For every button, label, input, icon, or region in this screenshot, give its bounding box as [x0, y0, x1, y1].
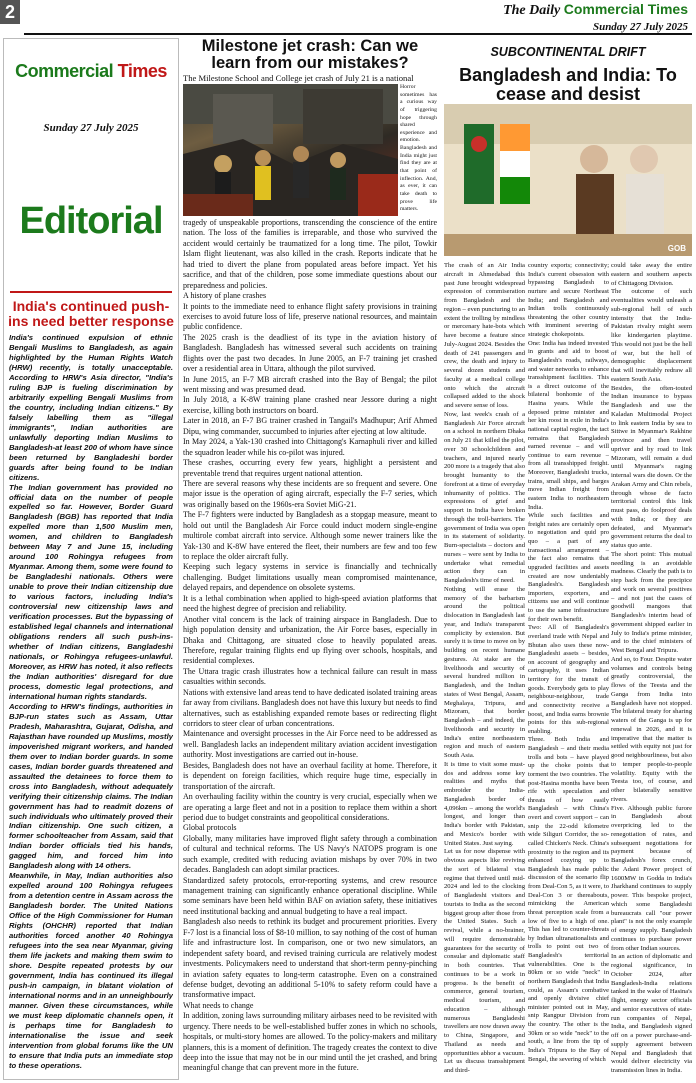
article-paragraph: In June 2015, an F-7 MB aircraft crashed into the Bay of Bengal; the pilot went missing and was presumed dead. [183, 374, 437, 394]
article-paragraph: tragedy of unspeakable proportions, transcending the conscience of the entire nation. The loss of the families is irreparable, and those who survived the accident would certainly be traumatized for a long time. The pilot, Towkir Islam flight lieutenant, was also killed in the crash. Reports indicate that he had tried to divert the plane from populated areas before impact. Yet his sacrifice, and that of the children, pose some immediate questions about our preparedness and policies. [183, 218, 437, 290]
editorial-sidebar [3, 38, 179, 1080]
right-article-column-1 [444, 262, 525, 1076]
article-paragraph: In an action of diplomatic and regional significance, in October 2024, after Bangladesh-India relations tanked in the wake of Hasina's flight, energy sector officials and senior executives of state-run companies of Nepal, India, and Bangladesh signed off on a power purchase-and-supply agreement between Nepal and Bangladesh that would deliver electricity via transmission lines in India. [611, 953, 692, 1074]
article-paragraph: Now, last week's crash of a Bangladesh Air Force aircraft on a school in northern Dhaka on July 21 that killed the pilot, over 30 schoolchildren and teachers, and injured nearly 200 more is a tragedy that also brought humanity to the forefront at a time of everyday inhumanity of politics. The expressions of grief and support in India have broken through the troll-barriers. The government of India was open in its statement of solidarity. Burn-specialists – doctors and nurses – were sent by India to undertake what remedial action they can in Bangladesh's time of need. [444, 410, 525, 584]
article-paragraph: The short point: This mutual needling is an avoidable madness. Clearly the path is to step back from the precipice and work on several positives – and not just the cases of goodwill mangoes that Bangladesh's interim head of government shipped earlier in July to India's prime minister, and to the chief ministers of West Bengal and Tripura. [611, 550, 692, 654]
article-paragraph: While such facilities and freight rates are certainly open to negotiation and quid pro quo – a part of any transactional arrangement – the fact also remains that upgraded facilities and assets created are now undeniably Bangladesh's. Bangladesh importers, exporters, and citizens use and will continue to use the same infrastructure for their own benefit. [528, 512, 609, 623]
article-paragraph: Three. Both India and Bangladesh – and their media trolls and bots – have played up the choke points that torment the two countries. The post-Hasina months have been rife with speculation and threats of how easily Bangladesh – with China's overt and covert support – can snip the 22-odd kilometre wide Siliguri Corridor, the so-called Chicken's Neck. China's proximity to the region and its enhanced cozying up to Bangladesh has made public discussion of the scenario flip from Deal-Con 5, as it were, to Deal-Con 3 or thereabouts, mimicking the American threat perception scale from a low of five to a high of one. This has led to counter-threats by Indian ultranationalists and trolls to point out two of Bangladesh's territorial vulnerabilities. One is the 80km or so wide "neck" in northern Bangladesh that India could, as Assam's combative and openly divisive chief minister pointed out in May, snip Rangpur Division from the country. The other is the 30km or so wide "neck" to the south, a line from the tip of India's Tripura to the Bay of Bengal, the severing of which [528, 736, 609, 1063]
article-paragraph: It points to the immediate need to enhance flight safety provisions in training exercises to avoid future loss of life, preserve national resources, and maintain public confidence. [183, 301, 437, 332]
right-article-column-3 [611, 262, 692, 1076]
article-paragraph: Later in 2018, an F-7 BG trainer crashed in Tangail's Madhupur; Arif Ahmed Dipu, wing commander, succumbed to injuries after ejecting at low altitude. [183, 416, 437, 436]
editorial-paragraph: Meanwhile, in May, Indian authorities also expelled around 100 Rohingya refugees from a detention centre in Assam across the Bangladesh border. The United Nations Office of the High Commissioner for Human Rights (OHCHR) reported that Indian authorities forced another 40 Rohingya refugees into the sea near Myanmar, giving them life jackets and making them swim to shore. Despite repeated protests by our government, India has continued its illegal push-in campaign, in blatant violation of international norms and in an unneighbourly manner. Given these circumstances, while we must keep diplomatic channels open, it is perhaps time for Bangladesh to internationalise the issue and seek intervention from global forums like the UN to ensure that India puts an immediate stop to these operations. [9, 871, 173, 1070]
crash-site-image [183, 84, 398, 216]
article-paragraph: The outcome of such eventualities would unleash a sub-regional hell of such intensity that the India-Pakistan rivalry might seem like kindergarten playtime. This would not just be the hell of war, but the hell of demographic displacement that will inevitably redraw all eastern South Asia. [611, 288, 692, 383]
article-paragraph: could take away the entire eastern and southern aspects of Chittagong Division. [611, 262, 692, 287]
article-paragraph: Five. Although public furore in Bangladesh about overpricing led to the renegotiation of rates, and subsequent negotiations for payment because of Bangladesh's forex crunch, the Adani Power project of 1600MW in Godda in India's Jharkhand continues to supply power. This bespoke project, which some Bangladeshi bureaucrats call "our power plant" is not the only example of energy supply. Bangladesh continues to purchase power from other Indian sources. [611, 804, 692, 952]
article-paragraph: Maintenance and oversight processes in the Air Force need to be addressed as well. Bangladesh lacks an independent military aviation accident investigation authority. Most investigations are carried out in-house. [183, 729, 437, 760]
article-paragraph: In May 2024, a Yak-130 crashed into Chittagong's Karnaphuli river and killed the squadron leader while his co-pilot was injured. [183, 437, 437, 457]
masthead-date: Sunday 27 July 2025 [592, 21, 688, 33]
masthead-brand [503, 1, 688, 19]
article-paragraph: An overhauling facility within the country is very crucial, especially when we are operating a large fleet and not in a position to replace them within a short period due to budget constraints and geopolitical considerations. [183, 792, 437, 822]
article-paragraph: In July 2018, a K-8W training plane crashed near Jessore during a night exercise, killing both instructors on board. [183, 395, 437, 415]
article-paragraph: These crashes, occurring every few years, highlight a persistent and preventable trend that requires urgent national attention. [183, 458, 437, 478]
photo-caption: The Milestone School and College jet crash of July 21 is a national [183, 73, 414, 83]
crash-site-photo [183, 84, 398, 216]
section-title: Editorial [19, 200, 163, 242]
article-paragraph: Let us for now dispense with obvious aspects like reviving the sort of bilateral visa regime that thrived until mid-2024 and led to the clocking of Bangladeshi visitors and tourists to India as the second biggest group after those from the United States. Such a revival, while a no-brainer, will require demonstrable guarantees for the security of consular and diplomatic staff in both countries. That continues to be a work in progress. Is the benefit of commerce, general tourism, medical tourism, and education – although numerous Bangladeshi travellers are now drawn away to China, Singapore, and Thailand as needs and opportunities abhor a vacuum. Let us discuss transshipment and third- [444, 848, 525, 1074]
column-kicker: SUBCONTINENTAL DRIFT [490, 45, 646, 59]
right-article-column-2 [528, 262, 609, 1064]
article-paragraph: There are several reasons why these incidents are so frequent and severe. One major issue is the operation of aging aircraft, especially the F-7 series, which was originally based on the 1960s-era Soviet MiG-21. [183, 478, 437, 509]
sidebar-divider [10, 291, 172, 293]
masthead [503, 1, 688, 33]
article-paragraph: It is time to visit some must-dos and address some key realities and myths that embroider the India-Bangladesh border of 4,096km – among the world's longest, and longer than India's border with Pakistan, and Mexico's border with United States. Just saying. [444, 760, 525, 847]
article-headline: Milestone jet crash: Can we learn from our mistakes? [201, 37, 419, 72]
brand-name: Commercial Times [563, 1, 688, 17]
jet-crash-article-header [183, 38, 437, 83]
leaders-image [444, 104, 692, 256]
editorial-body [9, 333, 173, 1071]
article-paragraph: The F-7 fighters were inducted by Bangladesh as a stopgap measure, meant to hold out until the Bangladesh Air Force could induct modern single-engine multirole combat aircraft into service. Although some newer trainers like the Yak-130 and K-8W have entered the fleet, their numbers are few and too few to replace the older aircraft fully. [183, 510, 437, 561]
leaders-photo [444, 104, 692, 256]
article-subhead: Global protocols [183, 823, 237, 833]
sidebar-brand-main: Commercial [15, 61, 114, 81]
article-paragraph: The crash of an Air India aircraft in Ahmedabad this past June brought widespread expression of commiseration from Bangladesh and the region – even puncturing to an extent the trolling by mindless or mercenary hate-bots which have become a feature since July-August 2024. Besides the death of 241 passengers and crew, the death and injury to several dozen students and faculty at a medical college onto which the aircraft collapsed added to the shock and severe sense of loss. [444, 262, 525, 409]
article-paragraph: Bangladesh also needs to rethink its budget and procurement priorities. Every F-7 lost is a financial loss of $8-10 million, to say nothing of the cost of human life and infrastructure lost. In comparison, one or two new simulators, an independent safety board, and revised training curricula are relatively modest investments. Policymakers need to understand that short-term penny-pinching in aviation safety equates to long-term catastrophe. Even on a constrained defense budget, devoting an additional 5-10% to safety reform could have a transformative impact. [183, 917, 437, 1000]
article-paragraph: country exports; connectivity; India's current obsession with bypassing Bangladesh to nurture and secure Northeast India; and Bangladesh and Indian trolls continuously threatening the other country with imminent severing of strategic chokepoints. [528, 262, 609, 338]
article-paragraph: Globally, many militaries have improved flight safety through a combination of cultural and technical reforms. The US Navy's NATOPS program is one such example, credited with reducing aviation mishaps by over 70% in two decades. Bangladesh can adopt similar practices. [183, 833, 437, 875]
sidebar-date: Sunday 27 July 2025 [43, 122, 139, 134]
article-paragraph: Besides, the often-touted Indian insurance to bypass Bangladesh and use the Kaladan Multimodal Project to link eastern India by sea to Sittwe in Myanmar's Rakhine province and then travel upriver and by road to link Mizoram, will remain a dud until Myanmar's raging internal wars die down. Or the Arakan Army and Chin rebels, through whose de facto territorial control this link must pass, do foolproof deals with India; or they are defeated, and Myanmar's government returns the deal to status quo ante. [611, 384, 692, 549]
right-intro-overflow: Horror sometimes has a curious way of triggering hope through shared experience and emotion. Bangladesh and India might just find they are at that point of inflection. And, as ever, it can take death to prove life matters. [400, 84, 437, 213]
sidebar-brand-tail: Times [117, 61, 167, 81]
article-paragraph: Standardized safety protocols, error-reporting systems, and crew resource management training can significantly enhance operational discipline. While some seminars have been held within BAF on aviation safety, these initiatives need institutional backing and annual budgeting to have a real impact. [183, 875, 437, 916]
article-paragraph: In addition, zoning laws surrounding military airbases need to be revisited with urgency. There needs to be well-established buffer zones in which no schools, hospitals, or multi-story homes are allowed. To the policy-makers and military planners, this is a moment of definition. The tragedy creates the context to dive deep into the issue that may not be in our mind until the jet crashed, and bring meaningful change that can prevent more in the future. [183, 1011, 437, 1073]
right-article-title: Bangladesh and India: To cease and desist [459, 65, 677, 104]
article-paragraph: The 2025 crash is the deadliest of its type in the aviation history of Bangladesh. Bangladesh has witnessed several such accidents on training flights over the past two decades. In June 2005, an F-7 training jet crashed over a residential area in Uttara, although the pilot survived. [183, 332, 437, 374]
article-paragraph: Another vital concern is the lack of training airspace in Bangladesh. Due to high population density and urbanization, the Air Force bases, especially in Dhaka and Chittagong, are situated close to heavily populated areas. Therefore, regular training flights end up flying over schools, hospitals, and residential complexes. [183, 614, 437, 666]
article-paragraph: It is a lethal combination when applied to high-speed aviation platforms that need the highest degree of precision and reliability. [183, 593, 437, 614]
editorial-paragraph: According to HRW's findings, authorities in BJP-run states such as Assam, Uttar Pradesh, Maharashtra, Gujarat, Odisha, and Rajasthan have rounded up Muslims, mostly impoverished migrant workers, and handed them over to Indian border guards. In some cases, Indian border guards threatened and assaulted the detainees to force them to cross into Bangladesh, without adequately verifying their citizenship claims. The Indian government has had to readmit dozens of such individuals who ultimately proved their Indian citizenship. One such citizen, a former schoolteacher from Assam, said that Indian border officials tied his hands, gagged him, and forced him into Bangladesh along with 14 others. [9, 701, 173, 871]
sidebar-brand [4, 61, 178, 82]
page-number: 2 [0, 0, 20, 24]
article-paragraph: The Uttara tragic crash illustrates how a technical failure can result in mass casualties within seconds. [183, 666, 437, 687]
editorial-paragraph: The Indian government has provided no official data on the number of people expelled so far. However, Border Guard Bangladesh (BGB) has reported that India expelled more than 1,500 Muslim men, women, and children to Bangladesh between May 7 and June 15, including around 100 Rohingya refugees from Myanmar. Among them, some were found to be Bangladeshi nationals. Others were unable to prove their Indian citizenship due to various factors, including India's controversial new citizenship laws and verification processes. But the bypassing of established legal channels and international obligations renders all such push-ins-whether of Indian citizens, Bangladeshi nationals, or Rohingya refugees-unlawful. Moreover, as HRW has noted, it also reflects the Indian authorities' disregard for due process, domestic legal protections, and international human rights standards. [9, 482, 173, 701]
editorial-headline: India's continued push-ins need better response [8, 298, 174, 329]
article-paragraph: And so, to Four. Despite water volumes and controls being greatly controversial, the flows of the Teesta and the Ganga from India into Bangladesh have not stopped. The bilateral treaty for sharing waters of the Ganga is up for renewal in 2026, and it is imperative that the matter is settled with equity not just for good neighbourliness, but also to temper people-to-people volatility. Equity with the Teesta too, of course, and other bilaterally sensitive rivers. [611, 655, 692, 803]
jet-crash-article-body [183, 218, 437, 1074]
article-paragraph: Nations with extensive land areas tend to have dedicated isolated training areas far away from civilians. Bangladesh does not have this luxury but needs to find alternatives, such as establishing expanded remote bases or redirecting flight corridors to steer clear of urban concentrations. [183, 687, 437, 728]
article-paragraph: Keeping such legacy systems in service is financially and technically challenging. Budget limitations usually mean compromised maintenance, delayed repairs, and dependence on obsolete systems. [183, 562, 437, 593]
editorial-paragraph: India's continued expulsion of ethnic Bengali Muslims to Bangladesh, as again highlighted by the Human Rights Watch (HRW) recently, is totally unacceptable. According to HRW's Asia director, "India's ruling BJP is fueling discrimination by arbitrarily expelling Bengali Muslims from the country, including Indian citizens." By falsely labelling them as "illegal immigrants", Indian authorities are unlawfully deporting Indian Muslims to Bangladesh-at least 200 of whom have since been returned by Bangladeshi border guards after being found to be Indian citizens. [9, 333, 173, 482]
masthead-rule [24, 33, 692, 35]
article-paragraph: Nothing will erase the memory of the barbarism around the political dislocation in Bangladesh last year, and India's transparent complicity by extension. But surely it is time to move on by building on recent humane gestures. At stake are the livelihoods and security of several hundred million in Bangladesh, and the Indian states of West Bengal, Assam, Meghalaya, Tripura, and Mizoram, that border Bangladesh – and indeed, the livelihoods and security in India's entire northeastern region and much of eastern South Asia. [444, 585, 525, 759]
photo-credit: GOB [667, 244, 686, 253]
article-paragraph: One: India has indeed invested in grants and aid to boost Bangladesh's roads, railways, and water networks to enhance transshipment facilities. This is a direct outcome of the bilateral bonhomie of the Hasina years. While the deposed prime minister and her kin roost in exile in India's national capital region, the tact remains that Bangladesh earned revenue – and will continue to earn revenue – from all transshipped freight. Moreover, Bangladeshi trucks, trains, small ships, and barges move Indian freight from eastern India to northeastern India. [528, 339, 609, 511]
article-subhead: A history of plane crashes [183, 291, 267, 301]
article-subhead: What needs to change [183, 1000, 254, 1010]
brand-prefix: The Daily [503, 3, 561, 18]
article-paragraph: Two: All of Bangladesh's overland trade with Nepal and Bhutan also uses these now-Bangladeshi assets – besides, on account of geography and cartography, it uses Indian territory for the transit of goods. Everybody gets to play neighbour-neighbour, trade and connectivity receive a boost, and India earns brownie points for this sub-regional enabling. [528, 624, 609, 735]
article-paragraph: Besides, Bangladesh does not have an overhaul facility at home. Therefore, it is dependent on foreign facilities, which require huge time, especially in transportation of the aircraft. [183, 760, 437, 791]
